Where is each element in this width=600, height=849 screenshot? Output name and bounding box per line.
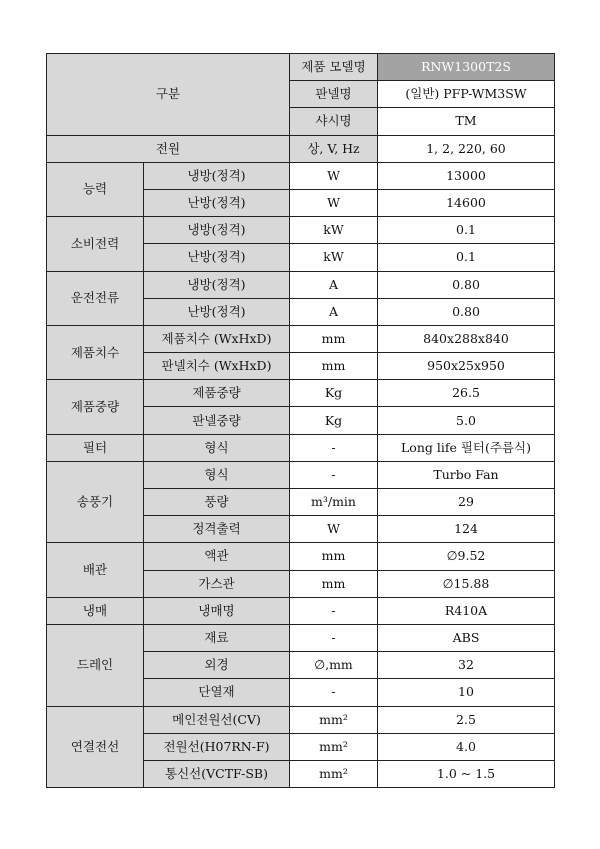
spec-value: ∅15.88 (378, 570, 555, 597)
spec-row (47, 217, 555, 244)
model-value: RNW1300T2S (378, 54, 555, 81)
spec-value: 0.1 (378, 217, 555, 244)
spec-row (47, 271, 555, 298)
spec-value: Turbo Fan (378, 461, 555, 488)
spec-unit: mm (290, 353, 378, 380)
spec-unit: - (290, 461, 378, 488)
spec-value: Long life 필터(주름식) (378, 434, 555, 461)
spec-item: 난방(정격) (144, 298, 290, 325)
spec-row (47, 434, 555, 461)
spec-unit: ∅,mm (290, 652, 378, 679)
group-name: 제품중량 (47, 380, 144, 434)
spec-value: 950x25x950 (378, 353, 555, 380)
spec-item: 냉방(정격) (144, 162, 290, 189)
spec-value: 13000 (378, 162, 555, 189)
spec-unit: mm (290, 570, 378, 597)
spec-item: 가스관 (144, 570, 290, 597)
power-value: 1, 2, 220, 60 (378, 135, 555, 162)
power-row (47, 135, 555, 162)
spec-unit: Kg (290, 407, 378, 434)
spec-value: 124 (378, 516, 555, 543)
power-label: 전원 (47, 135, 290, 162)
spec-unit: kW (290, 244, 378, 271)
spec-table (46, 53, 555, 788)
spec-value: 4.0 (378, 733, 555, 760)
spec-unit: mm (290, 325, 378, 352)
header-row-model (47, 54, 555, 81)
spec-unit: m³/min (290, 489, 378, 516)
panel-label: 판넬명 (290, 81, 378, 108)
group-name: 송풍기 (47, 461, 144, 543)
spec-value: 26.5 (378, 380, 555, 407)
spec-value: ∅9.52 (378, 543, 555, 570)
spec-item: 제품중량 (144, 380, 290, 407)
spec-unit: kW (290, 217, 378, 244)
spec-item: 냉방(정격) (144, 271, 290, 298)
spec-row (47, 162, 555, 189)
spec-item: 액관 (144, 543, 290, 570)
spec-unit: - (290, 624, 378, 651)
group-name: 제품치수 (47, 325, 144, 379)
spec-value: 14600 (378, 189, 555, 216)
spec-item: 형식 (144, 461, 290, 488)
spec-value: 0.80 (378, 298, 555, 325)
spec-value: 1.0 ~ 1.5 (378, 760, 555, 787)
spec-item: 형식 (144, 434, 290, 461)
group-name: 운전전류 (47, 271, 144, 325)
spec-item: 판넬치수 (WxHxD) (144, 353, 290, 380)
spec-item: 냉방(정격) (144, 217, 290, 244)
chassis-value: TM (378, 108, 555, 135)
group-name: 배관 (47, 543, 144, 597)
model-label: 제품 모델명 (290, 54, 378, 81)
spec-value: 840x288x840 (378, 325, 555, 352)
spec-item: 단열재 (144, 679, 290, 706)
chassis-label: 샤시명 (290, 108, 378, 135)
spec-row (47, 543, 555, 570)
spec-value: 32 (378, 652, 555, 679)
spec-value: 0.80 (378, 271, 555, 298)
spec-unit: - (290, 679, 378, 706)
spec-row (47, 380, 555, 407)
spec-unit: - (290, 597, 378, 624)
spec-unit: A (290, 298, 378, 325)
spec-item: 정격출력 (144, 516, 290, 543)
spec-row (47, 461, 555, 488)
spec-unit: mm² (290, 733, 378, 760)
spec-item: 전원선(H07RN-F) (144, 733, 290, 760)
spec-unit: W (290, 516, 378, 543)
spec-item: 외경 (144, 652, 290, 679)
spec-row (47, 597, 555, 624)
spec-row (47, 325, 555, 352)
spec-item: 판넬중량 (144, 407, 290, 434)
spec-value: 5.0 (378, 407, 555, 434)
spec-item: 풍량 (144, 489, 290, 516)
spec-unit: Kg (290, 380, 378, 407)
spec-unit: W (290, 189, 378, 216)
spec-item: 난방(정격) (144, 244, 290, 271)
spec-item: 통신선(VCTF-SB) (144, 760, 290, 787)
spec-unit: mm² (290, 760, 378, 787)
spec-value: 29 (378, 489, 555, 516)
spec-unit: A (290, 271, 378, 298)
spec-value: 10 (378, 679, 555, 706)
spec-unit: mm² (290, 706, 378, 733)
spec-item: 냉매명 (144, 597, 290, 624)
spec-value: 2.5 (378, 706, 555, 733)
spec-unit: W (290, 162, 378, 189)
spec-table-body (47, 54, 555, 788)
group-name: 연결전선 (47, 706, 144, 788)
category-header: 구분 (47, 54, 290, 136)
spec-value: ABS (378, 624, 555, 651)
group-name: 필터 (47, 434, 144, 461)
spec-item: 난방(정격) (144, 189, 290, 216)
panel-value: (일반) PFP-WM3SW (378, 81, 555, 108)
spec-unit: mm (290, 543, 378, 570)
spec-item: 제품치수 (WxHxD) (144, 325, 290, 352)
spec-unit: - (290, 434, 378, 461)
group-name: 드레인 (47, 624, 144, 706)
power-unit: 상, V, Hz (290, 135, 378, 162)
group-name: 소비전력 (47, 217, 144, 271)
group-name: 냉매 (47, 597, 144, 624)
spec-row (47, 624, 555, 651)
spec-value: 0.1 (378, 244, 555, 271)
spec-item: 재료 (144, 624, 290, 651)
spec-row (47, 706, 555, 733)
spec-item: 메인전원선(CV) (144, 706, 290, 733)
group-name: 능력 (47, 162, 144, 216)
spec-value: R410A (378, 597, 555, 624)
